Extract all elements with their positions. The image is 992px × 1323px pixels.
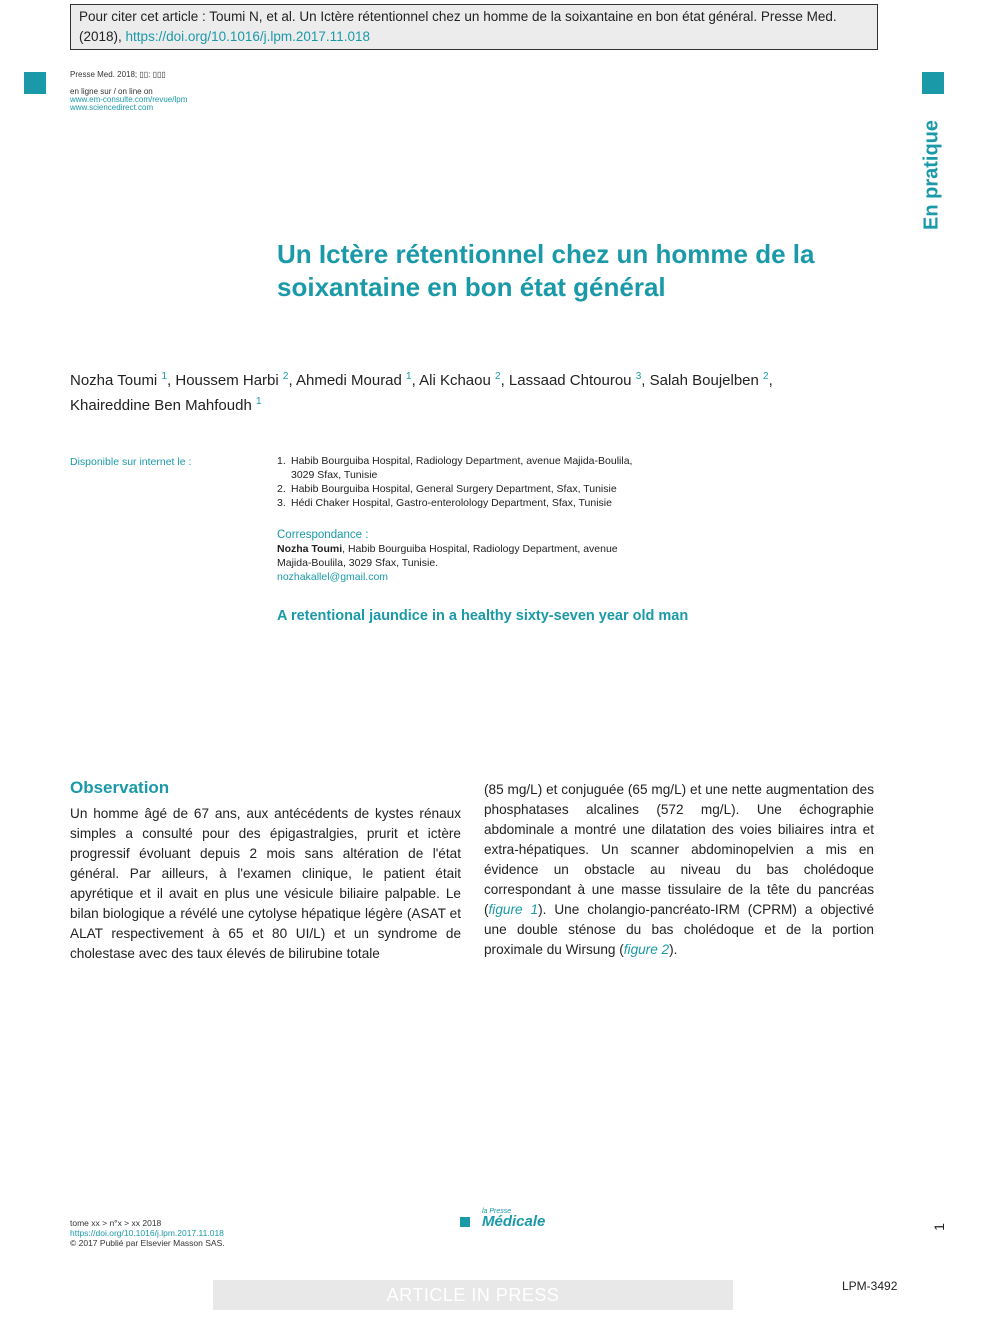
author-name: Lassaad Chtourou	[508, 372, 632, 389]
author-affiliation: 2	[763, 371, 769, 382]
correspondence-email[interactable]: nozhakallel@gmail.com	[277, 571, 389, 583]
section-heading: Observation	[70, 778, 170, 797]
teal-corner-square-left	[24, 72, 46, 94]
logo-square-icon	[460, 1217, 470, 1227]
page-number: 1	[931, 1223, 947, 1231]
body-column-right: (85 mg/L) et conjuguée (65 mg/L) et une nette augmentation des phosphatases alcalines (572 mg/L). Une échographie abdominale a montré une dilatation des voies biliaires intra et extra-hépatiques. Un scanner abdominopelvien a mis en évidence un obstacle au niveau du bas cholédoque correspondant à une masse tissulaire de la tête du pancréas (figure 1). Une cholangio-pancréato-IRM (CPRM) a objectivé une double sténose du bas cholédoque et de la portion proximale du Wirsung (figure 2).	[484, 782, 875, 957]
em-consulte-link[interactable]: www.em-consulte.com/revue/lpm	[70, 95, 188, 104]
author-affiliation: 1	[161, 371, 168, 382]
author-affiliation: 2	[495, 371, 501, 382]
author-affiliation: 2	[282, 371, 289, 382]
issue-info: tome xx > n°x > xx 2018	[70, 1218, 162, 1228]
citation-doi-link[interactable]: https://doi.org/10.1016/j.lpm.2017.11.018	[125, 29, 370, 44]
correspondence-name: Nozha Toumi	[277, 543, 343, 555]
author-affiliation: 1	[255, 396, 262, 407]
correspondence-label: Correspondance :	[277, 529, 369, 541]
article-in-press-banner: ARTICLE IN PRESS	[213, 1280, 733, 1310]
author-affiliation: 1	[406, 371, 412, 382]
journal-line: Presse Med. 2018; ▯▯: ▯▯▯	[70, 70, 166, 79]
english-title: A retentional jaundice in a healthy sixty-seven year old man	[277, 608, 689, 624]
correspondence-block: Correspondance : Nozha Toumi, Habib Bourguiba Hospital, Radiology Department, avenue Majida-Boulila, 3029 Sfax, Tunisie. nozhakallel@gmail.com	[277, 528, 657, 584]
author-name: Nozha Toumi	[70, 372, 158, 389]
footer-info	[70, 1218, 225, 1248]
sciencedirect-link[interactable]: www.sciencedirect.com	[70, 103, 154, 112]
footer-doi-link[interactable]: https://doi.org/10.1016/j.lpm.2017.11.018	[70, 1228, 224, 1238]
available-online-label: Disponible sur internet le :	[70, 456, 192, 468]
affiliations	[277, 454, 677, 510]
author-name: Salah Boujelben	[649, 372, 759, 389]
author-name: Houssem Harbi	[175, 372, 279, 389]
section-side-label: En pratique	[920, 119, 943, 231]
citation-text: Pour citer cet article : Toumi N, et al. Un Ictère rétentionnel chez un homme de la soixantaine en bon état général. Presse Med. (2018),	[79, 9, 837, 44]
teal-corner-square-right	[922, 72, 944, 94]
affiliation-item: 2. Habib Bourguiba Hospital, General Surgery Department, Sfax, Tunisie	[277, 483, 617, 495]
article-code: LPM-3492	[842, 1279, 898, 1293]
author-name: Ahmedi Mourad	[295, 372, 402, 389]
figure-1-link[interactable]: figure 1	[488, 902, 539, 917]
author-name: Ali Kchaou	[419, 372, 491, 389]
online-on-label: en ligne sur / on line on	[70, 87, 153, 96]
affiliation-item: 3. Hédi Chaker Hospital, Gastro-enterolology Department, Sfax, Tunisie	[277, 497, 612, 509]
author-affiliation: 3	[635, 371, 642, 382]
body-column-left: Un homme âgé de 67 ans, aux antécédents de kystes rénaux simples a consulté pour des épigastralgies, prurit et ictère progressif évoluant depuis 2 mois sans altération de l'état général. Par ailleurs, à l'examen clinique, le patient était apyrétique et il avait en plus une vésicule biliaire palpable. Le bilan biologique a révélé une cytolyse hépatique légère (ASAT et ALAT respectivement à 65 et 80 UI/L) et un syndrome de cholestase avec des taux élevés de bilirubine totale	[70, 806, 461, 961]
figure-2-link[interactable]: figure 2	[623, 942, 670, 957]
author-list: Nozha Toumi $^1$, Houssem Harbi $^2$, Ahmedi Mourad $^1$, Ali Kchaou $^2$, Lassaad Chtourou $^3$, Salah Boujelben $^2$, Khaireddine Ben Mahfoudh $^1$	[70, 371, 773, 414]
article-title: Un Ictère rétentionnel chez un homme de la soixantaine en bon état général	[277, 239, 815, 302]
affiliation-item: 1. Habib Bourguiba Hospital, Radiology Department, avenue Majida-Boulila, 3029 Sfax, Tunisie	[277, 455, 633, 481]
author-name: Khaireddine Ben Mahfoudh	[70, 397, 252, 414]
copyright: © 2017 Publié par Elsevier Masson SAS.	[70, 1238, 225, 1248]
citation-box	[70, 4, 878, 50]
